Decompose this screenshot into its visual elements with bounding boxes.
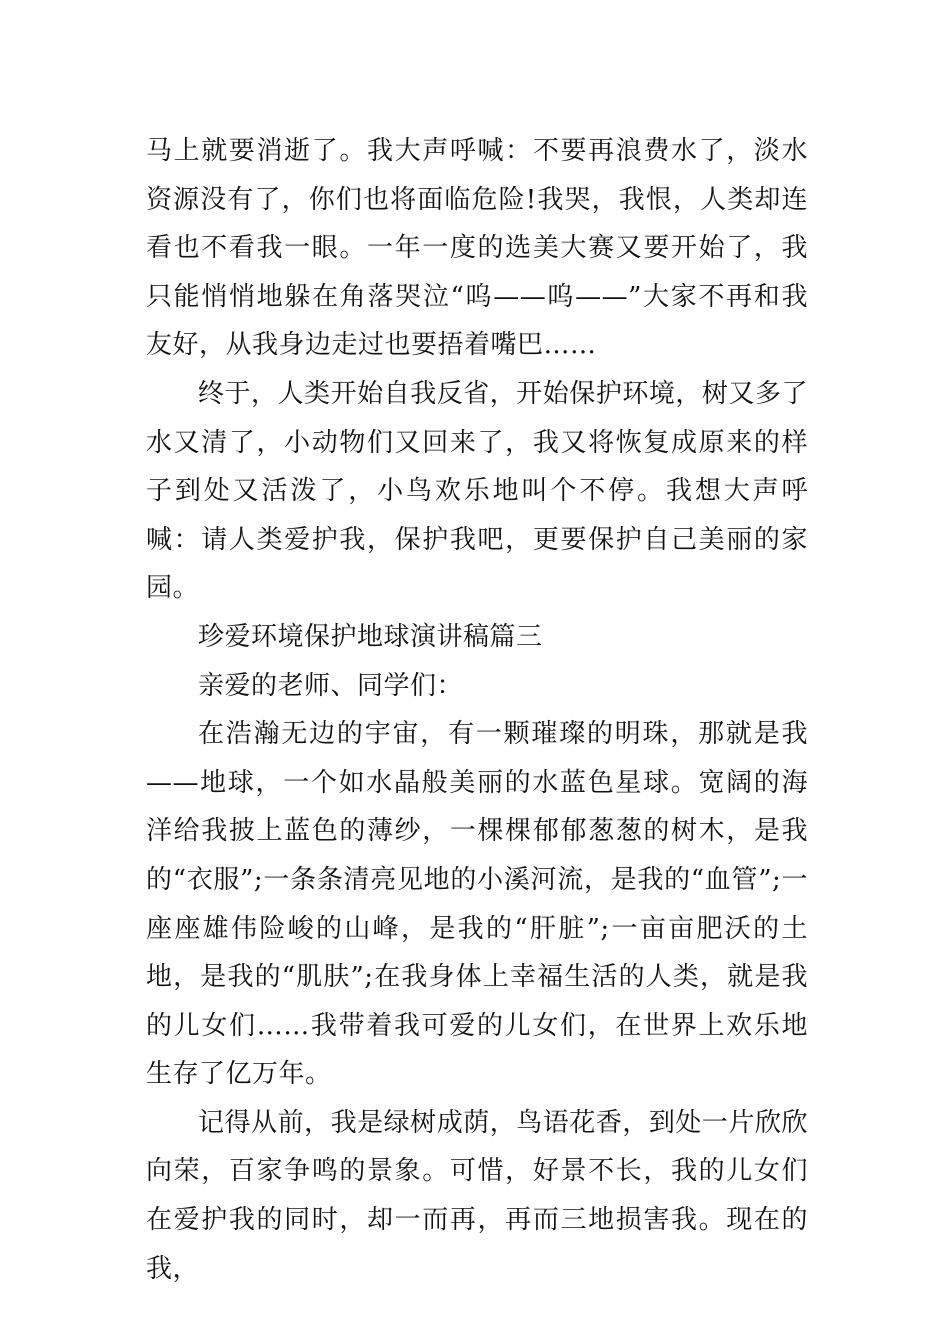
salutation: 亲爱的老师、同学们： — [198, 670, 464, 701]
paragraph-4: 记得从前，我是绿树成荫，鸟语花香，到处一片欣欣向荣，百家争鸣的景象。可惜，好景不长，我的儿女们在爱护我的同时，却一而再，再而三地损害我。现在的我， — [146, 1107, 808, 1284]
paragraph-3: 在浩瀚无边的宇宙，有一颗璀璨的明珠，那就是我——地球，一个如水晶般美丽的水蓝色星球。宽阔的海洋给我披上蓝色的薄纱，一棵棵郁郁葱葱的树木，是我的“衣服”;一条条清亮见地的小溪河流，是我的“血管”;一座座雄伟险峻的山峰，是我的“肝脏”;一亩亩肥沃的土地，是我的“肌肤”;在我身体上幸福生活的人类，就是我的儿女们……我带着我可爱的儿女们，在世界上欢乐地生存了亿万年。 — [146, 719, 808, 1090]
section-heading: 珍爱环境保护地球演讲稿篇三 — [198, 621, 543, 652]
document-body — [146, 127, 808, 1293]
paragraph-1: 马上就要消逝了。我大声呼喊：不要再浪费水了，淡水资源没有了，你们也将面临危险!我哭，我恨，人类却连看也不看我一眼。一年一度的选美大赛又要开始了，我只能悄悄地躲在角落哭泣“呜——呜——”大家不再和我友好，从我身边走过也要捂着嘴巴…… — [146, 136, 808, 361]
paragraph-2: 终于，人类开始自我反省，开始保护环境，树又多了水又清了，小动物们又回来了，我又将恢复成原来的样子到处又活泼了，小鸟欢乐地叫个不停。我想大声呼喊：请人类爱护我，保护我吧，更要保护自己美丽的家园。 — [146, 378, 808, 604]
